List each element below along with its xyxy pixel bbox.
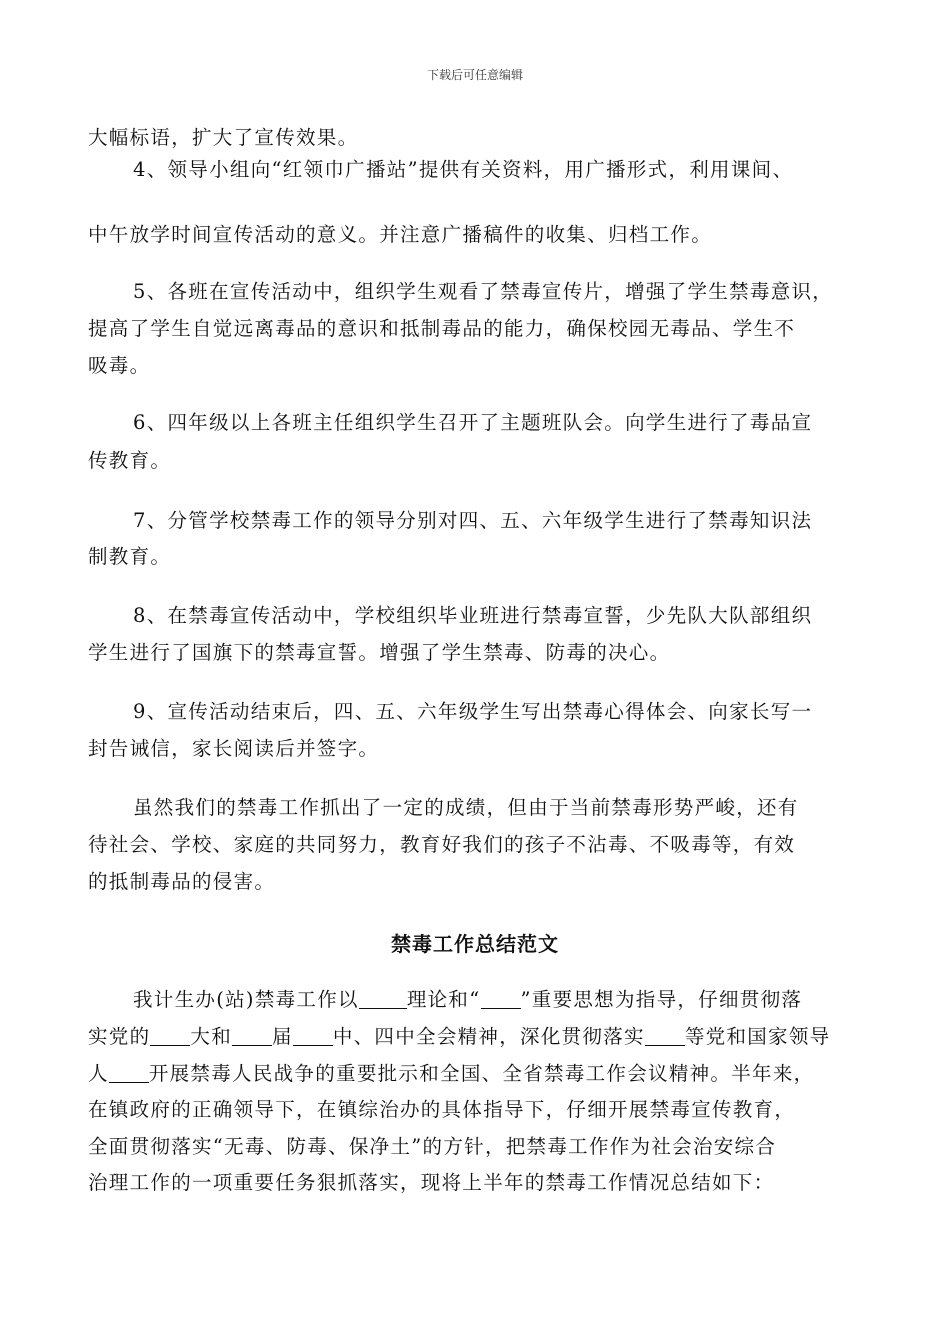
paragraph-line: 传教育。 (88, 449, 172, 472)
fill-in-blank (232, 1025, 272, 1046)
paragraph-line: 在镇政府的正确领导下，在镇综治办的具体指导下，仔细开展禁毒宣传教育， (88, 1098, 796, 1121)
paragraph-line: 待社会、学校、家庭的共同努力，教育好我们的孩子不沾毒、不吸毒等，有效 (88, 833, 796, 856)
paragraph-line: 8、在禁毒宣传活动中，学校组织毕业班进行禁毒宣誓，少先队大队部组织 (133, 604, 813, 627)
fill-in-blank (645, 1025, 685, 1046)
fill-in-blank (109, 1062, 149, 1083)
fill-in-blank (481, 988, 521, 1009)
paragraph-line: 虽然我们的禁毒工作抓出了一定的成绩，但由于当前禁毒形势严峻，还有 (133, 796, 799, 819)
paragraph-line: 提高了学生自觉远离毒品的意识和抵制毒品的能力，确保校园无毒品、学生不 (88, 317, 796, 340)
paragraph-line: 全面贯彻落实“无毒、防毒、保净土”的方针，把禁毒工作作为社会治安综合 (88, 1135, 777, 1158)
fill-in-blank (150, 1025, 190, 1046)
paragraph-line: 中午放学时间宣传活动的意义。并注意广播稿件的收集、归档工作。 (88, 223, 713, 246)
page-header: 下载后可任意编辑 (426, 68, 523, 82)
fill-in-blank (359, 988, 407, 1009)
paragraph-line: 封告诫信，家长阅读后并签字。 (88, 737, 380, 760)
paragraph-line: 人 开展禁毒人民战争的重要批示和全国、全省禁毒工作会议精神。半年来， (88, 1062, 815, 1085)
fill-in-blank (293, 1025, 333, 1046)
paragraph-line: 9、宣传活动结束后，四、五、六年级学生写出禁毒心得体会、向家长写一 (133, 700, 813, 723)
paragraph-line: 吸毒。 (88, 354, 151, 377)
paragraph-line: 5、各班在宣传活动中，组织学生观看了禁毒宣传片，增强了学生禁毒意识， (133, 280, 834, 303)
paragraph-line: 制教育。 (88, 545, 172, 568)
paragraph-line: 我计生办(站)禁毒工作以 理论和“ ”重要思想为指导，仔细贯彻落 (133, 988, 803, 1011)
paragraph-line: 的抵制毒品的侵害。 (88, 870, 276, 893)
section-title: 禁毒工作总结范文 (391, 932, 559, 956)
paragraph-line: 治理工作的一项重要任务狠抓落实，现将上半年的禁毒工作情况总结如下： (88, 1171, 775, 1194)
paragraph-line: 大幅标语，扩大了宣传效果。 (88, 126, 359, 149)
paragraph-line: 学生进行了国旗下的禁毒宣誓。增强了学生禁毒、防毒的决心。 (88, 641, 671, 664)
paragraph-line: 实党的 大和 届 中、四中全会精神，深化贯彻落实 等党和国家领导 (88, 1025, 831, 1048)
paragraph-line: 6、四年级以上各班主任组织学生召开了主题班队会。向学生进行了毒品宣 (133, 411, 813, 434)
paragraph-line: 7、分管学校禁毒工作的领导分别对四、五、六年级学生进行了禁毒知识法 (133, 509, 813, 532)
paragraph-line: 4、领导小组向“红领巾广播站”提供有关资料，用广播形式，利用课间、 (133, 158, 794, 181)
